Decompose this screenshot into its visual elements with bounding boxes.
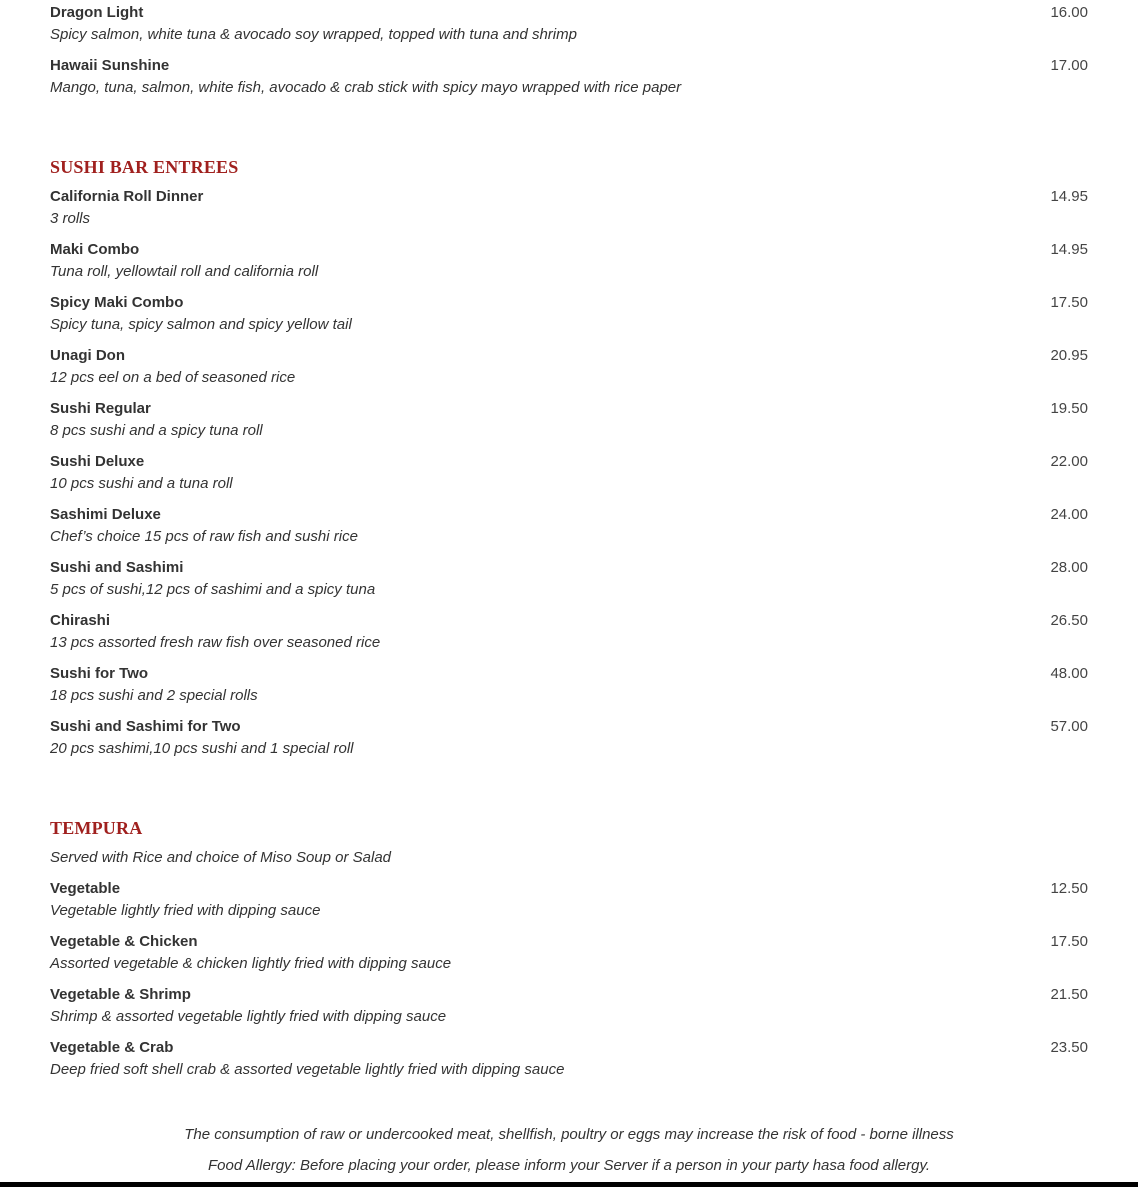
menu-item-description: Tuna roll, yellowtail roll and california roll (50, 263, 319, 280)
menu-item (50, 184, 1088, 237)
menu-item-name: Sushi Regular (50, 400, 151, 417)
menu-item-description: Vegetable lightly fried with dipping sauce (50, 902, 321, 919)
section-sushi-bar-entrees (50, 153, 1088, 767)
menu-item-price: 28.00 (1050, 559, 1088, 576)
menu-item (50, 290, 1088, 343)
food-safety-disclaimer: The consumption of raw or undercooked meat, shellfish, poultry or eggs may increase the risk of food - borne illness (184, 1126, 954, 1143)
menu-item (50, 714, 1088, 767)
section-spacer (50, 106, 1088, 153)
menu-item-description: Shrimp & assorted vegetable lightly fried with dipping sauce (50, 1008, 447, 1025)
menu-item-price: 20.95 (1050, 347, 1088, 364)
menu-item-description: 8 pcs sushi and a spicy tuna roll (50, 422, 263, 439)
menu-item-name: Unagi Don (50, 347, 125, 364)
menu-item-description: Assorted vegetable & chicken lightly fried with dipping sauce (50, 955, 452, 972)
menu-item-name: Maki Combo (50, 241, 140, 258)
menu-item (50, 396, 1088, 449)
menu-item-name: Vegetable & Shrimp (50, 986, 191, 1003)
menu-item (50, 608, 1088, 661)
menu-item-description: Mango, tuna, salmon, white fish, avocado & crab stick with spicy mayo wrapped with rice paper (50, 79, 682, 96)
section-title: TEMPURA (50, 818, 143, 838)
menu-item-description: 18 pcs sushi and 2 special rolls (50, 687, 258, 704)
menu-item-name: Chirashi (50, 612, 111, 629)
menu-item-price: 16.00 (1050, 4, 1088, 21)
menu-item-name: Hawaii Sunshine (50, 57, 170, 74)
bottom-bar (0, 1182, 1138, 1187)
section-title: SUSHI BAR ENTREES (50, 157, 239, 177)
menu-footer (0, 1126, 1138, 1188)
menu-item-price: 14.95 (1050, 241, 1088, 258)
menu-item-description: 3 rolls (50, 210, 91, 227)
menu-item-name: Sushi for Two (50, 665, 149, 682)
menu-item-price: 17.00 (1050, 57, 1088, 74)
menu-item (50, 53, 1088, 106)
menu-item-price: 19.50 (1050, 400, 1088, 417)
menu-item-price: 17.50 (1050, 294, 1088, 311)
menu-item-name: Spicy Maki Combo (50, 294, 184, 311)
menu-item-name: Sashimi Deluxe (50, 506, 161, 523)
menu-item (50, 661, 1088, 714)
menu-item-name: Sushi and Sashimi for Two (50, 718, 241, 735)
food-allergy-notice: Food Allergy: Before placing your order, please inform your Server if a person in your party hasa food allergy. (207, 1157, 931, 1174)
menu-item (50, 1035, 1088, 1088)
menu-item-description: 10 pcs sushi and a tuna roll (50, 475, 233, 492)
menu-item-price: 12.50 (1050, 880, 1088, 897)
menu-item-description: Chef’s choice 15 pcs of raw fish and sushi rice (50, 528, 358, 545)
menu-item-description: Deep fried soft shell crab & assorted vegetable lightly fried with dipping sauce (50, 1061, 565, 1078)
menu-item-name: California Roll Dinner (50, 188, 204, 205)
menu-item-description: 5 pcs of sushi,12 pcs of sashimi and a spicy tuna (50, 581, 376, 598)
menu-item (50, 449, 1088, 502)
menu-item-description: 13 pcs assorted fresh raw fish over seasoned rice (50, 634, 381, 651)
top-items-list (50, 0, 1088, 106)
menu-item (50, 343, 1088, 396)
menu-item-description: Spicy tuna, spicy salmon and spicy yellow tail (50, 316, 352, 333)
menu-item (50, 237, 1088, 290)
menu-item-name: Vegetable (50, 880, 121, 897)
menu-item-name: Dragon Light (50, 4, 144, 21)
menu-item-description: 12 pcs eel on a bed of seasoned rice (50, 369, 296, 386)
menu-item-description: 20 pcs sashimi,10 pcs sushi and 1 special roll (50, 740, 354, 757)
menu-item (50, 982, 1088, 1035)
menu-item (50, 929, 1088, 982)
menu-item-price: 23.50 (1050, 1039, 1088, 1056)
menu-item-price: 22.00 (1050, 453, 1088, 470)
menu-item-name: Sushi and Sashimi (50, 559, 184, 576)
menu-item-price: 57.00 (1050, 718, 1088, 735)
menu-item-price: 21.50 (1050, 986, 1088, 1003)
menu-item-price: 17.50 (1050, 933, 1088, 950)
section-tempura (50, 814, 1088, 1088)
section-spacer (50, 767, 1088, 814)
menu-item-price: 14.95 (1050, 188, 1088, 205)
menu-page (50, 0, 1088, 1088)
menu-item (50, 555, 1088, 608)
menu-item (50, 876, 1088, 929)
section-note: Served with Rice and choice of Miso Soup or Salad (50, 849, 392, 866)
menu-item-description: Spicy salmon, white tuna & avocado soy wrapped, topped with tuna and shrimp (50, 26, 577, 43)
menu-item (50, 0, 1088, 53)
menu-item-name: Sushi Deluxe (50, 453, 145, 470)
menu-item-price: 48.00 (1050, 665, 1088, 682)
menu-item-price: 24.00 (1050, 506, 1088, 523)
menu-item-name: Vegetable & Chicken (50, 933, 198, 950)
menu-item (50, 502, 1088, 555)
menu-item-name: Vegetable & Crab (50, 1039, 174, 1056)
menu-item-price: 26.50 (1050, 612, 1088, 629)
